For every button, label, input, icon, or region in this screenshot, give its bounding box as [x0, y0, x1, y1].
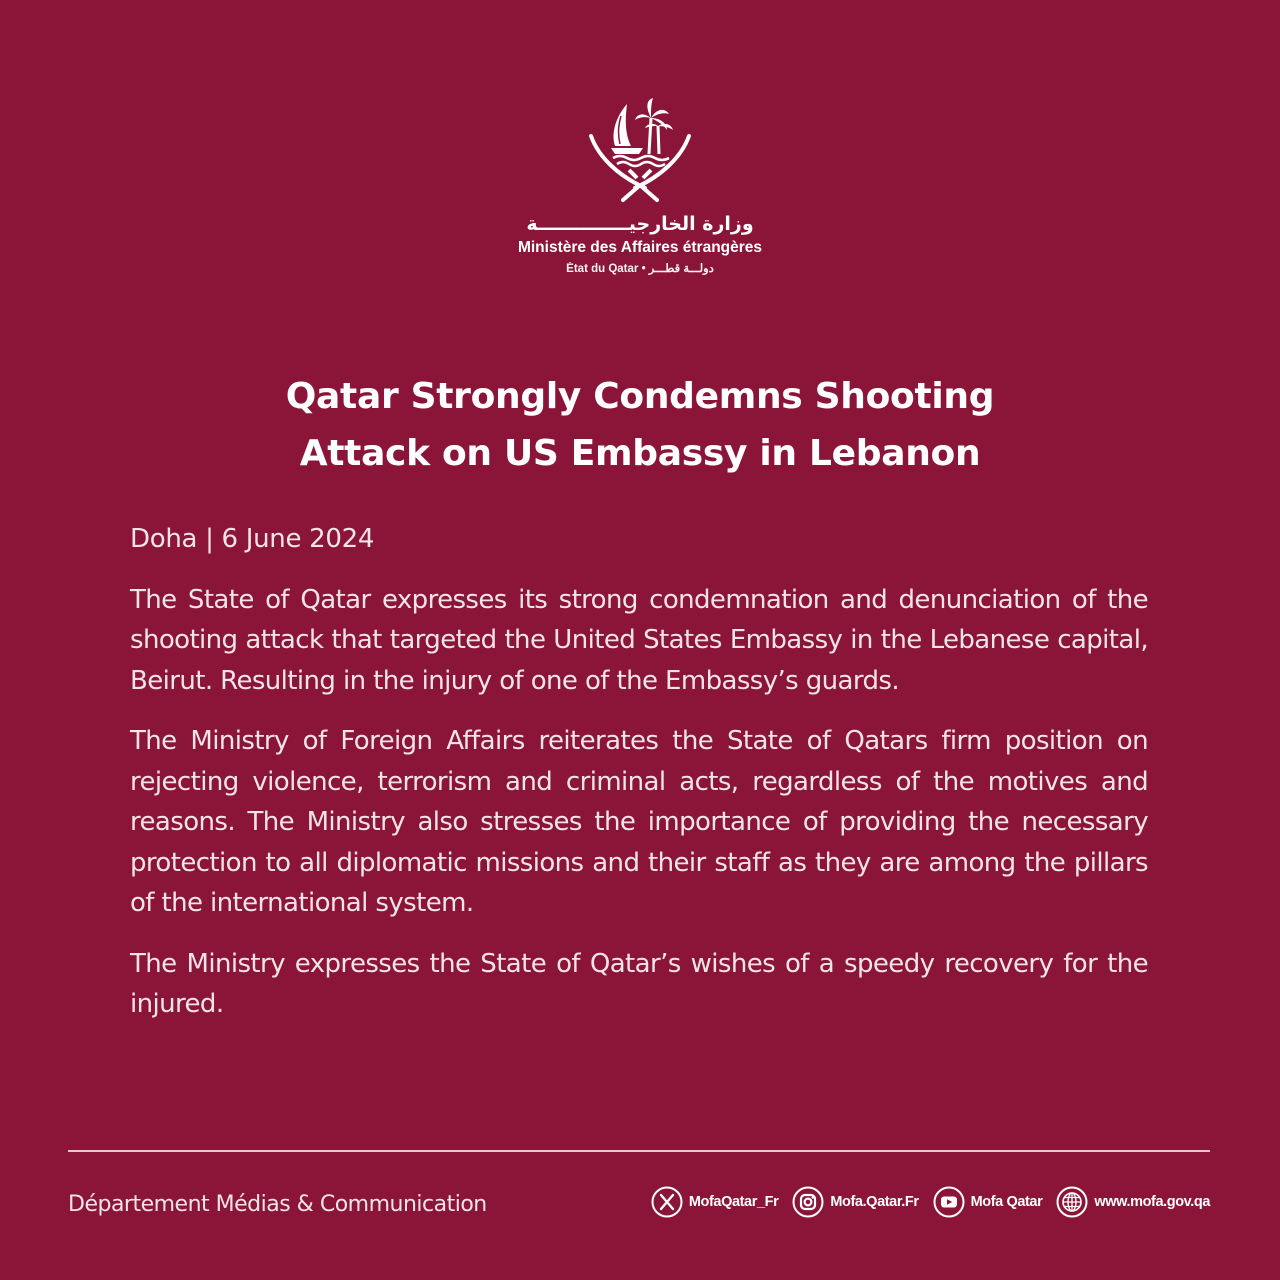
youtube-icon [933, 1186, 965, 1218]
paragraph-1: The State of Qatar expresses its strong condemnation and denunciation of the shooting attack that targeted the United States Embassy in the Lebanese capital, Beirut. Resulting in the injury of one of the Embassy’s guards. [130, 584, 1148, 696]
ministry-name-arabic: وزارة الخارجيــــــــــــــة [526, 213, 754, 235]
website-url: www.mofa.gov.qa [1094, 1194, 1210, 1210]
x-twitter-icon [651, 1186, 683, 1218]
page-title [160, 368, 1120, 482]
paragraph-2: The Ministry of Foreign Affairs reiterates the State of Qatars firm position on rejecting violence, terrorism and criminal acts, regardless of the motives and reasons. The Ministry also stresses the importance of providing the necessary protection to all diplomatic missions and their staff as they are among the pillars of the international system. [130, 726, 1148, 918]
ministry-logo [0, 96, 1280, 277]
x-handle: MofaQatar_Fr [688, 1194, 779, 1210]
social-x-link[interactable] [651, 1186, 778, 1218]
social-website-link[interactable] [1056, 1186, 1210, 1218]
title-line-2: Attack on US Embassy in Lebanon [299, 433, 981, 474]
title-line-1: Qatar Strongly Condemns Shooting [285, 376, 995, 417]
dateline: Doha | 6 June 2024 [130, 524, 375, 554]
social-youtube-link[interactable] [933, 1186, 1043, 1218]
social-links [651, 1186, 1210, 1218]
department-label: Département Médias & Communication [68, 1192, 487, 1217]
qatar-emblem-icon [585, 96, 695, 206]
state-line: État du Qatar • دولـــة قطـــر [566, 263, 714, 275]
instagram-icon [792, 1186, 824, 1218]
article-body [130, 519, 1148, 1045]
paragraph-3: The Ministry expresses the State of Qatar’s wishes of a speedy recovery for the injured. [130, 948, 1148, 1019]
social-instagram-link[interactable] [792, 1186, 918, 1218]
instagram-handle: Mofa.Qatar.Fr [830, 1194, 919, 1210]
footer-divider [68, 1150, 1210, 1152]
globe-icon [1056, 1186, 1088, 1218]
youtube-handle: Mofa Qatar [970, 1194, 1043, 1210]
ministry-name-french: Ministère des Affaires étrangères [517, 239, 763, 256]
